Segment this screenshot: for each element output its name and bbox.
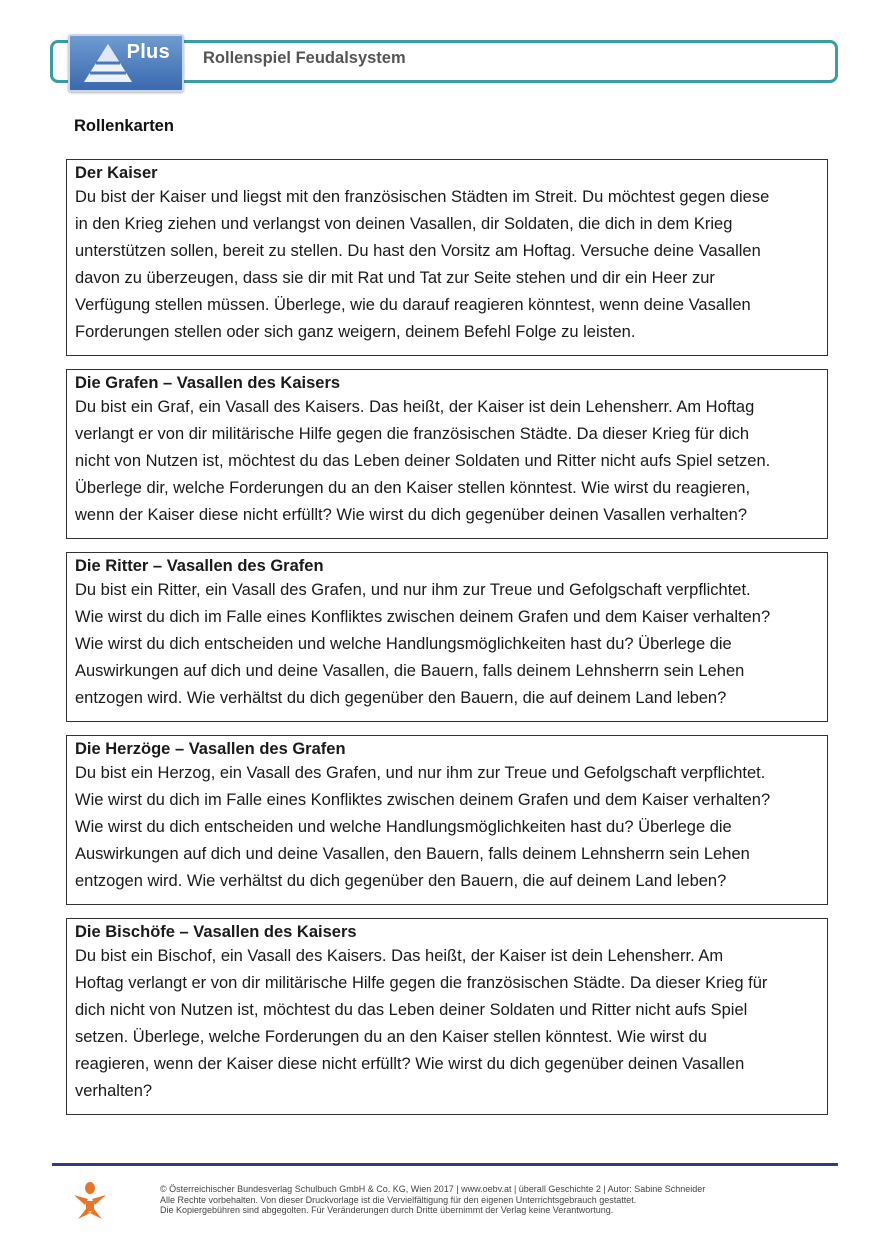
card-line: Wie wirst du dich im Falle eines Konfliktes zwischen deinem Grafen und dem Kaiser verhalten? — [75, 791, 771, 809]
role-card-grafen — [66, 369, 828, 539]
role-card-kaiser — [66, 159, 828, 356]
footer-line: © Österreichischer Bundesverlag Schulbuch GmbH & Co. KG, Wien 2017 | www.oebv.at | überall Geschichte 2 | Autor: Sabine Schneider — [160, 1184, 706, 1194]
card-line: Du bist der Kaiser und liegst mit den französischen Städten im Streit. Du möchtest gegen diese — [75, 188, 770, 206]
card-title: Der Kaiser — [75, 164, 158, 182]
role-card-ritter — [66, 552, 828, 722]
card-title: Die Herzöge – Vasallen des Grafen — [75, 740, 346, 758]
card-line: Auswirkungen auf dich und deine Vasallen, die Bauern, falls deinem Lehnsherrn sein Lehen — [75, 662, 745, 680]
card-line: Forderungen stellen oder sich ganz weigern, deinem Befehl Folge zu leisten. — [75, 323, 636, 341]
card-line: Auswirkungen auf dich und deine Vasallen, den Bauern, falls deinem Lehnsherrn sein Lehen — [75, 845, 750, 863]
publisher-logo-icon — [72, 1181, 108, 1226]
card-line: verhalten? — [75, 1082, 153, 1100]
footer-divider — [52, 1163, 838, 1166]
card-line: entzogen wird. Wie verhältst du dich gegenüber den Bauern, die auf deinem Land leben? — [75, 872, 727, 890]
logo-text: Plus — [126, 41, 170, 63]
card-line: unterstützen sollen, bereit zu stellen. Du hast den Vorsitz am Hoftag. Versuche deine Vasallen — [75, 242, 761, 260]
card-line: Wie wirst du dich entscheiden und welche Handlungsmöglichkeiten hast du? Überlege die — [75, 818, 732, 836]
card-line: Wie wirst du dich entscheiden und welche Handlungsmöglichkeiten hast du? Überlege die — [75, 635, 732, 653]
card-line: Du bist ein Graf, ein Vasall des Kaisers. Das heißt, der Kaiser ist dein Lehensherr. Am Hoftag — [75, 398, 755, 416]
card-line: davon zu überzeugen, dass sie dir mit Rat und Tat zur Seite stehen und dir ein Heer zur — [75, 269, 715, 287]
card-title: Die Grafen – Vasallen des Kaisers — [75, 374, 341, 392]
card-line: nicht von Nutzen ist, möchtest du das Leben deiner Soldaten und Ritter nicht aufs Spiel setzen. — [75, 452, 771, 470]
card-line: Überlege dir, welche Forderungen du an den Kaiser stellen könntest. Wie wirst du reagieren, — [75, 479, 751, 497]
card-line: Du bist ein Bischof, ein Vasall des Kaisers. Das heißt, der Kaiser ist dein Lehensherr. Am — [75, 947, 724, 965]
card-title: Die Ritter – Vasallen des Grafen — [75, 557, 324, 575]
footer-line: Die Kopiergebühren sind abgegolten. Für Veränderungen durch Dritte übernimmt der Verlag keine Verantwortung. — [160, 1205, 614, 1215]
section-heading: Rollenkarten — [74, 117, 174, 135]
role-card-herzoege — [66, 735, 828, 905]
card-title: Die Bischöfe – Vasallen des Kaisers — [75, 923, 357, 941]
card-line: entzogen wird. Wie verhältst du dich gegenüber den Bauern, die auf deinem Land leben? — [75, 689, 727, 707]
page-title: Rollenspiel Feudalsystem — [203, 49, 406, 67]
footer-copyright — [160, 1184, 705, 1216]
footer-line: Alle Rechte vorbehalten. Von dieser Druckvorlage ist die Vervielfältigung für den eigenen Unterrichtsgebrauch gestattet. — [160, 1194, 637, 1205]
card-line: Verfügung stellen müssen. Überlege, wie du darauf reagieren könntest, wenn deine Vasallen — [75, 296, 751, 314]
role-card-bischoefe — [66, 918, 828, 1115]
card-line: in den Krieg ziehen und verlangst von deinen Vasallen, dir Soldaten, die dich in dem Krieg — [75, 215, 733, 233]
plus-logo — [68, 34, 184, 92]
card-line: Wie wirst du dich im Falle eines Konfliktes zwischen deinem Grafen und dem Kaiser verhalten? — [75, 608, 771, 626]
card-line: Du bist ein Ritter, ein Vasall des Grafen, und nur ihm zur Treue und Gefolgschaft verpflichtet. — [75, 581, 751, 599]
card-line: wenn der Kaiser diese nicht erfüllt? Wie wirst du dich gegenüber deinen Vasallen verhalten? — [75, 506, 748, 524]
card-line: Hoftag verlangt er von dir militärische Hilfe gegen die französischen Städte. Da dieser Krieg für — [75, 974, 768, 992]
card-line: verlangt er von dir militärische Hilfe gegen die französischen Städte. Da dieser Krieg für dich — [75, 425, 750, 443]
card-line: reagieren, wenn der Kaiser diese nicht erfüllt? Wie wirst du dich gegenüber deinen Vasallen — [75, 1055, 745, 1073]
card-line: dich nicht von Nutzen ist, möchtest du das Leben deiner Soldaten und Ritter nicht aufs Spiel — [75, 1001, 748, 1019]
card-line: Du bist ein Herzog, ein Vasall des Grafen, und nur ihm zur Treue und Gefolgschaft verpflichtet. — [75, 764, 766, 782]
card-line: setzen. Überlege, welche Forderungen du an den Kaiser stellen könntest. Wie wirst du — [75, 1028, 707, 1046]
